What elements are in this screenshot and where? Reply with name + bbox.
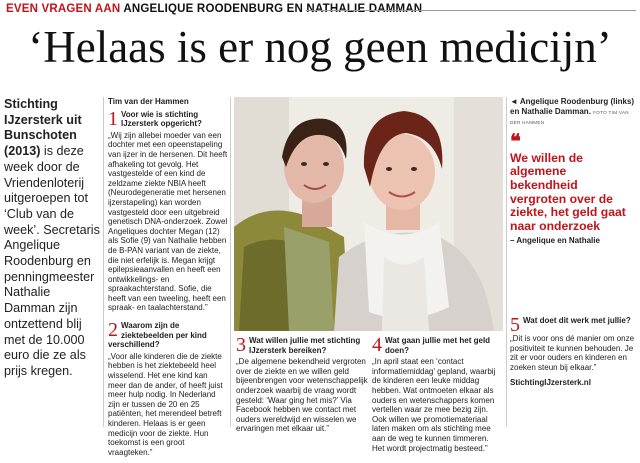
question: Wat doet dit werk met jullie?: [523, 315, 631, 325]
question-number: 1: [108, 107, 118, 130]
column-divider: [103, 97, 104, 427]
question: Wat gaan jullie met het geld doen?: [385, 336, 491, 355]
right-column: [510, 97, 636, 388]
website-link[interactable]: StichtingIJzersterk.nl: [510, 378, 591, 388]
qa-column-2: [236, 334, 368, 440]
question-number: 2: [108, 319, 118, 342]
intro-rest: is deze week door de Vriendenloterij uitgeroepen tot ‘Club van de week’. Secretaris Angelique Roodenburg en penningmeester Nathalie Damman zijn ontzettend blij met de 10.000 euro die ze als prijs kregen.: [4, 144, 100, 378]
kicker-rule: [306, 10, 636, 11]
qa-item: [372, 336, 502, 459]
kicker: [6, 3, 422, 15]
portrait-photo: [234, 97, 503, 331]
answer: „In april staat een ‘contact informatiemiddag’ gepland, waarbij de kinderen een leuke middag hebben. Wat ontmoeten elkaar als ouders en wetenschappers komen vertellen waar ze mee bezig zijn. Ook willen we promotiemateriaal laten maken om als stichting mee aan de weg te kunnen timmeren. Het wordt projectmatig besteed.”: [372, 357, 496, 453]
qa-item: [108, 107, 228, 319]
answer: „Dit is voor ons dé manier om onze positiviteit te kunnen behouden. Je zit er voor ouders en kinderen en zoeken steun bij elkaar.”: [510, 333, 635, 372]
photo-illustration: [234, 97, 503, 331]
qa-column-3: [372, 334, 502, 459]
quote-icon: ❝: [510, 130, 521, 153]
question: Waarom zijn de ziektebeelden per kind verschillend?: [108, 321, 207, 350]
headline: ‘Helaas is er nog geen medicijn’: [28, 22, 612, 72]
column-divider: [230, 97, 231, 427]
photo-caption: [510, 97, 636, 128]
qa-item: [108, 321, 228, 463]
author-byline: Tim van der Hammen: [108, 97, 189, 106]
question: Voor wie is stichting IJzersterk opgericht?: [121, 109, 202, 129]
photo-credit: FOTO TIM VAN DER HAMMEN: [510, 109, 629, 126]
kicker-names: ANGELIQUE ROODENBURG EN NATHALIE DAMMAN: [123, 3, 423, 15]
pull-quote-attribution: – Angelique en Nathalie: [510, 236, 600, 246]
question-number: 4: [372, 334, 382, 356]
question-number: 5: [510, 313, 520, 336]
qa-column-1: [108, 97, 228, 463]
qa-item: [236, 336, 368, 440]
intro-text: [4, 97, 100, 380]
question-number: 3: [236, 334, 246, 356]
kicker-label: EVEN VRAGEN AAN: [6, 3, 121, 15]
answer: „Wij zijn allebei moeder van een dochter met een opeenstapeling van ijzer in de hersenen. Dit heeft afhakeling tot gevolg. Het vastgestelde of een kind de zeldzame ziekte NBIA heeft (Neurodegeneratie met hersenen ijzerstapeling) kan worden vastgesteld door een uitgebreid genetisch DNA-onderzoek. Zowel Angeliques dochter Megan (12) als Sofie (9) van Nathalie hebben de B-PAN variant van de ziekte, die niet erfelijk is. Megan krijgt epilepsieaanvallen en heeft een ontwikkelings- en spraakachterstand. Sofie, die heeft van een tweeling, heeft een spraak- en taalachterstand.”: [108, 130, 228, 313]
column-divider: [506, 97, 507, 427]
intro-bold: Stichting IJzersterk uit Bunschoten (2013): [4, 97, 82, 159]
qa-item: [510, 313, 636, 378]
answer: „Voor alle kinderen die de ziekte hebben is het ziektebeeld heel wisselend. Het ene kind kan meer dan de ander, of heeft juist meer hulp nodig. In Nederland zijn er tussen de 20 en 25 patiënten, het merendeel betreft kinderen. Helaas is er geen medicijn voor de ziekte. Hun toekomst is een groot vraagteken.”: [108, 351, 223, 457]
question: Wat willen jullie met stichting IJzersterk bereiken?: [249, 336, 361, 355]
pull-quote: We willen de algemene bekendheid vergroten over de ziekte, het geld gaat naar onderzoek: [510, 150, 626, 233]
answer: „De algemene bekendheid vergroten over de ziekte en we willen geld bijeenbrengen voor wetenschappelijk onderzoek waarbij de vraag wordt gesteld: ‘Waar ging het mis?’ Via Facebook hebben we contact met ouders wereldwijd en wisselen we ervaringen met elkaar uit.”: [236, 357, 368, 434]
caption-text: ◄ Angelique Roodenburg (links) en Nathalie Damman.: [510, 97, 635, 116]
